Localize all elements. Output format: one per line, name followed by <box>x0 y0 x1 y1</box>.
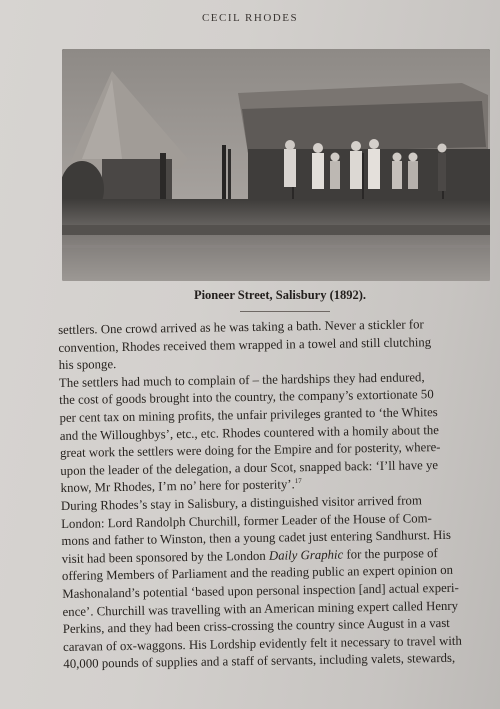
text-line: ence’. Churchill was travelling with an American mining expert called Henry <box>62 598 459 619</box>
text-line: London: Lord Randolph Churchill, former Leader of the House of Com- <box>61 510 432 531</box>
text-line: The settlers had much to complain of – the hardships they had endured, <box>58 370 425 390</box>
text-line: Perkins, and they had been criss-crossing the country since August in a vast <box>62 615 450 637</box>
text-line: his sponge. <box>58 357 117 373</box>
text-line: upon the leader of the delegation, a dour Scot, snapped back: ‘I’ll have ye <box>60 457 439 478</box>
text-line: the cost of goods brought into the country, the company’s extortionate 50 <box>59 387 434 408</box>
text-line: and the Willoughbys’, etc., etc. Rhodes countered with a homily about the <box>59 422 440 443</box>
text-line: know, Mr Rhodes, I’m no’ here for posterity’.$^{17}$ <box>60 477 302 496</box>
text-line: great work the settlers were doing for the Empire and for posterity, where- <box>59 440 441 461</box>
photo-caption: Pioneer Street, Salisbury (1892). <box>193 288 367 302</box>
text-line: offering Members of Parliament and the reading public an expert opinion on <box>61 563 454 584</box>
grass-verge <box>62 199 490 229</box>
text-line: During Rhodes’s stay in Salisbury, a distinguished visitor arrived from <box>60 493 422 513</box>
footnote-marker: 17 <box>294 477 302 486</box>
street <box>62 235 490 281</box>
text-line: mons and father to Winston, then a young cadet just entering Sandhurst. His <box>61 527 452 549</box>
text-line: convention, Rhodes received them wrapped in a towel and still clutching <box>58 334 432 355</box>
running-head: CECIL RHODES <box>201 12 299 24</box>
text-line: visit had been sponsored by the London Daily Graphic for the purpose of <box>61 545 438 566</box>
text-line: caravan of ox-waggons. His Lordship evidently felt it necessary to travel with <box>62 633 462 654</box>
text-line: 40,000 pounds of supplies and a staff of servants, including valets, stewards, <box>63 651 456 672</box>
text-line: per cent tax on mining profits, the unfair privileges granted to ‘the Whites <box>59 405 438 425</box>
photo-illustration <box>62 49 490 281</box>
caption-divider <box>240 311 330 312</box>
text-line: settlers. One crowd arrived as he was taking a bath. Never a stickler for <box>58 317 424 337</box>
pioneer-street-photo <box>62 49 490 281</box>
text-line: Mashonaland’s potential ‘based upon personal inspection [and] actual experi- <box>62 580 459 601</box>
newspaper-title: Daily Graphic <box>268 547 344 563</box>
body-text <box>58 315 495 674</box>
